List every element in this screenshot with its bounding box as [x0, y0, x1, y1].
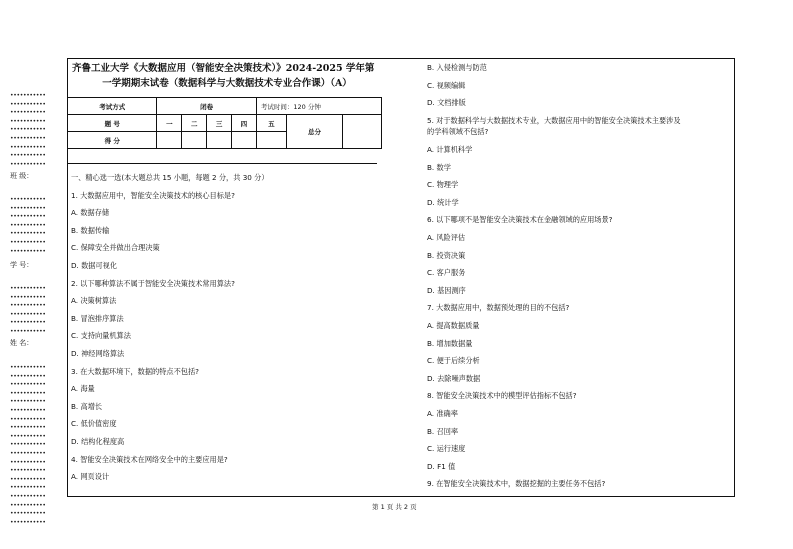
answer-option: A. 海量 — [71, 384, 95, 394]
answer-option: C. 客户服务 — [427, 268, 466, 278]
score-cell[interactable] — [207, 132, 232, 149]
dotted-line: ••••••••••• — [10, 328, 46, 335]
dotted-line: ••••••••••• — [10, 493, 46, 500]
dotted-line: ••••••••••• — [10, 475, 46, 483]
dotted-line: ••••••••••• — [10, 518, 46, 526]
score-cell[interactable] — [256, 132, 286, 149]
question-text: 一、精心选一选(本大题总共 15 小题，每题 2 分，共 30 分） — [71, 173, 269, 182]
question-text: 9. 在智能安全决策技术中，数据挖掘的主要任务不包括? — [427, 479, 606, 489]
dotted-line: ••••••••••• — [10, 415, 46, 423]
section-2: 二 — [182, 115, 207, 132]
answer-option: B. 冒泡排序算法 — [71, 313, 124, 323]
divider — [67, 163, 377, 164]
total-label: 总分 — [286, 115, 342, 149]
dotted-line: ••••••••••• — [10, 143, 46, 151]
dotted-line: ••••••••••• — [10, 109, 46, 117]
dotted-line: ••••••••••• — [10, 196, 46, 203]
question-text: 8. 智能安全决策技术中的模型评估指标不包括? — [427, 391, 577, 401]
answer-option: A. 计算机科学 — [427, 145, 473, 154]
question-text: 4. 智能安全决策技术在网络安全中的主要应用是? — [71, 454, 228, 464]
score-cell[interactable] — [232, 132, 257, 149]
exam-title — [72, 61, 382, 91]
question-text: 3. 在大数据环境下，数据的特点不包括? — [71, 366, 199, 376]
answer-option: C. 支持向量机算法 — [71, 331, 131, 341]
section-4: 四 — [232, 115, 257, 132]
dotted-line: ••••••••••• — [10, 432, 46, 440]
answer-option: C. 视频编辑 — [427, 80, 466, 90]
answer-option: D. 基因测序 — [427, 285, 466, 295]
answer-option: D. F1 值 — [427, 461, 456, 471]
answer-option: A. 网页设计 — [71, 472, 110, 482]
title-line-2: 一学期期末试卷（数据科学与大数据技术专业合作课）（A） — [102, 78, 352, 89]
dotted-line: ••••••••••• — [10, 450, 46, 457]
answer-option: D. 神经网络算法 — [71, 349, 125, 358]
section-1: 一 — [157, 115, 182, 132]
question-text: 的学科领域不包括? — [427, 127, 489, 137]
score-cell[interactable] — [157, 132, 182, 149]
dotted-line: ••••••••••• — [10, 152, 46, 160]
dotted-line: ••••••••••• — [10, 407, 46, 414]
dotted-line: ••••••••••• — [10, 424, 46, 432]
question-no-label: 题 号 — [68, 115, 157, 132]
answer-option: B. 数据传输 — [71, 225, 110, 235]
score-label: 得 分 — [68, 132, 157, 149]
dotted-line: ••••••••••• — [10, 221, 46, 229]
question-text: 5. 对于数据科学与大数据技术专业，大数据应用中的智能安全决策技术主要涉及 — [427, 115, 681, 125]
dotted-line: ••••••••••• — [10, 247, 46, 255]
answer-option: B. 召回率 — [427, 426, 459, 436]
page-footer: 第 1 页 共 2 页 — [372, 503, 417, 511]
answer-option: A. 准确率 — [427, 409, 458, 418]
dotted-line: ••••••••••• — [10, 302, 46, 310]
answer-option: B. 数学 — [427, 162, 451, 172]
dotted-line: ••••••••••• — [10, 293, 46, 301]
name-label: 姓 名： — [10, 339, 34, 347]
question-text: 1. 大数据应用中，智能安全决策技术的核心目标是? — [71, 190, 235, 200]
class-label: 班 级： — [10, 172, 34, 180]
exam-mode-label: 考试方式 — [68, 98, 157, 115]
answer-option: D. 文档排版 — [427, 98, 466, 108]
title-line-1: 齐鲁工业大学《大数据应用（智能安全决策技术）》2024-2025 学年第 — [72, 63, 375, 74]
answer-option: B. 入侵检测与防范 — [427, 63, 487, 72]
answer-option: A. 决策树算法 — [71, 296, 117, 306]
dotted-line: ••••••••••• — [10, 160, 46, 168]
answer-option: D. 统计学 — [427, 197, 459, 207]
section-5: 五 — [256, 115, 286, 132]
total-score-cell[interactable] — [343, 115, 382, 149]
dotted-line: ••••••••••• — [10, 501, 46, 509]
question-text: 7. 大数据应用中，数据预处理的目的不包括? — [427, 303, 570, 313]
dotted-line: ••••••••••• — [10, 285, 46, 292]
dotted-line: ••••••••••• — [10, 389, 46, 397]
dotted-line: ••••••••••• — [10, 204, 46, 212]
exam-time: 考试时间：120 分钟 — [256, 98, 381, 115]
dotted-line: ••••••••••• — [10, 319, 46, 327]
dotted-line: ••••••••••• — [10, 458, 46, 466]
student-id-label: 学 号： — [10, 261, 34, 269]
answer-option: B. 增加数据量 — [427, 338, 473, 348]
dotted-line: ••••••••••• — [10, 372, 46, 380]
answer-option: C. 保障安全并做出合理决策 — [71, 243, 160, 253]
answer-option: A. 风险评估 — [427, 233, 466, 242]
dotted-line: ••••••••••• — [10, 135, 46, 142]
dotted-line: ••••••••••• — [10, 126, 46, 134]
answer-option: C. 低价值密度 — [71, 419, 117, 429]
answer-option: D. 数据可视化 — [71, 261, 118, 270]
section-3: 三 — [207, 115, 232, 132]
answer-option: A. 提高数据质量 — [427, 321, 480, 330]
answer-option: B. 投资决策 — [427, 250, 466, 260]
dotted-line: ••••••••••• — [10, 398, 46, 406]
dotted-line: ••••••••••• — [10, 310, 46, 318]
dotted-line: ••••••••••• — [10, 213, 46, 221]
dotted-line: ••••••••••• — [10, 230, 46, 238]
answer-option: C. 运行速度 — [427, 444, 466, 454]
dotted-line: ••••••••••• — [10, 467, 46, 475]
question-text: 2. 以下哪种算法不属于智能安全决策技术常用算法? — [71, 278, 235, 288]
answer-option: C. 便于后续分析 — [427, 356, 480, 366]
answer-option: B. 高增长 — [71, 401, 103, 411]
answer-option: C. 物理学 — [427, 180, 459, 190]
dotted-line: ••••••••••• — [10, 117, 46, 125]
dotted-line: ••••••••••• — [10, 92, 46, 99]
dotted-line: ••••••••••• — [10, 239, 46, 246]
exam-mode: 闭卷 — [157, 98, 256, 115]
answer-option: A. 数据存储 — [71, 208, 110, 218]
score-table — [67, 97, 382, 149]
dotted-line: ••••••••••• — [10, 510, 46, 518]
dotted-line: ••••••••••• — [10, 364, 46, 371]
dotted-line: ••••••••••• — [10, 100, 46, 108]
question-text: 6. 以下哪项不是智能安全决策技术在金融领域的应用场景? — [427, 215, 613, 225]
dotted-line: ••••••••••• — [10, 484, 46, 492]
score-cell[interactable] — [182, 132, 207, 149]
dotted-line: ••••••••••• — [10, 441, 46, 449]
dotted-line: ••••••••••• — [10, 381, 46, 389]
answer-option: D. 去除噪声数据 — [427, 373, 481, 383]
answer-option: D. 结构化程度高 — [71, 437, 125, 446]
